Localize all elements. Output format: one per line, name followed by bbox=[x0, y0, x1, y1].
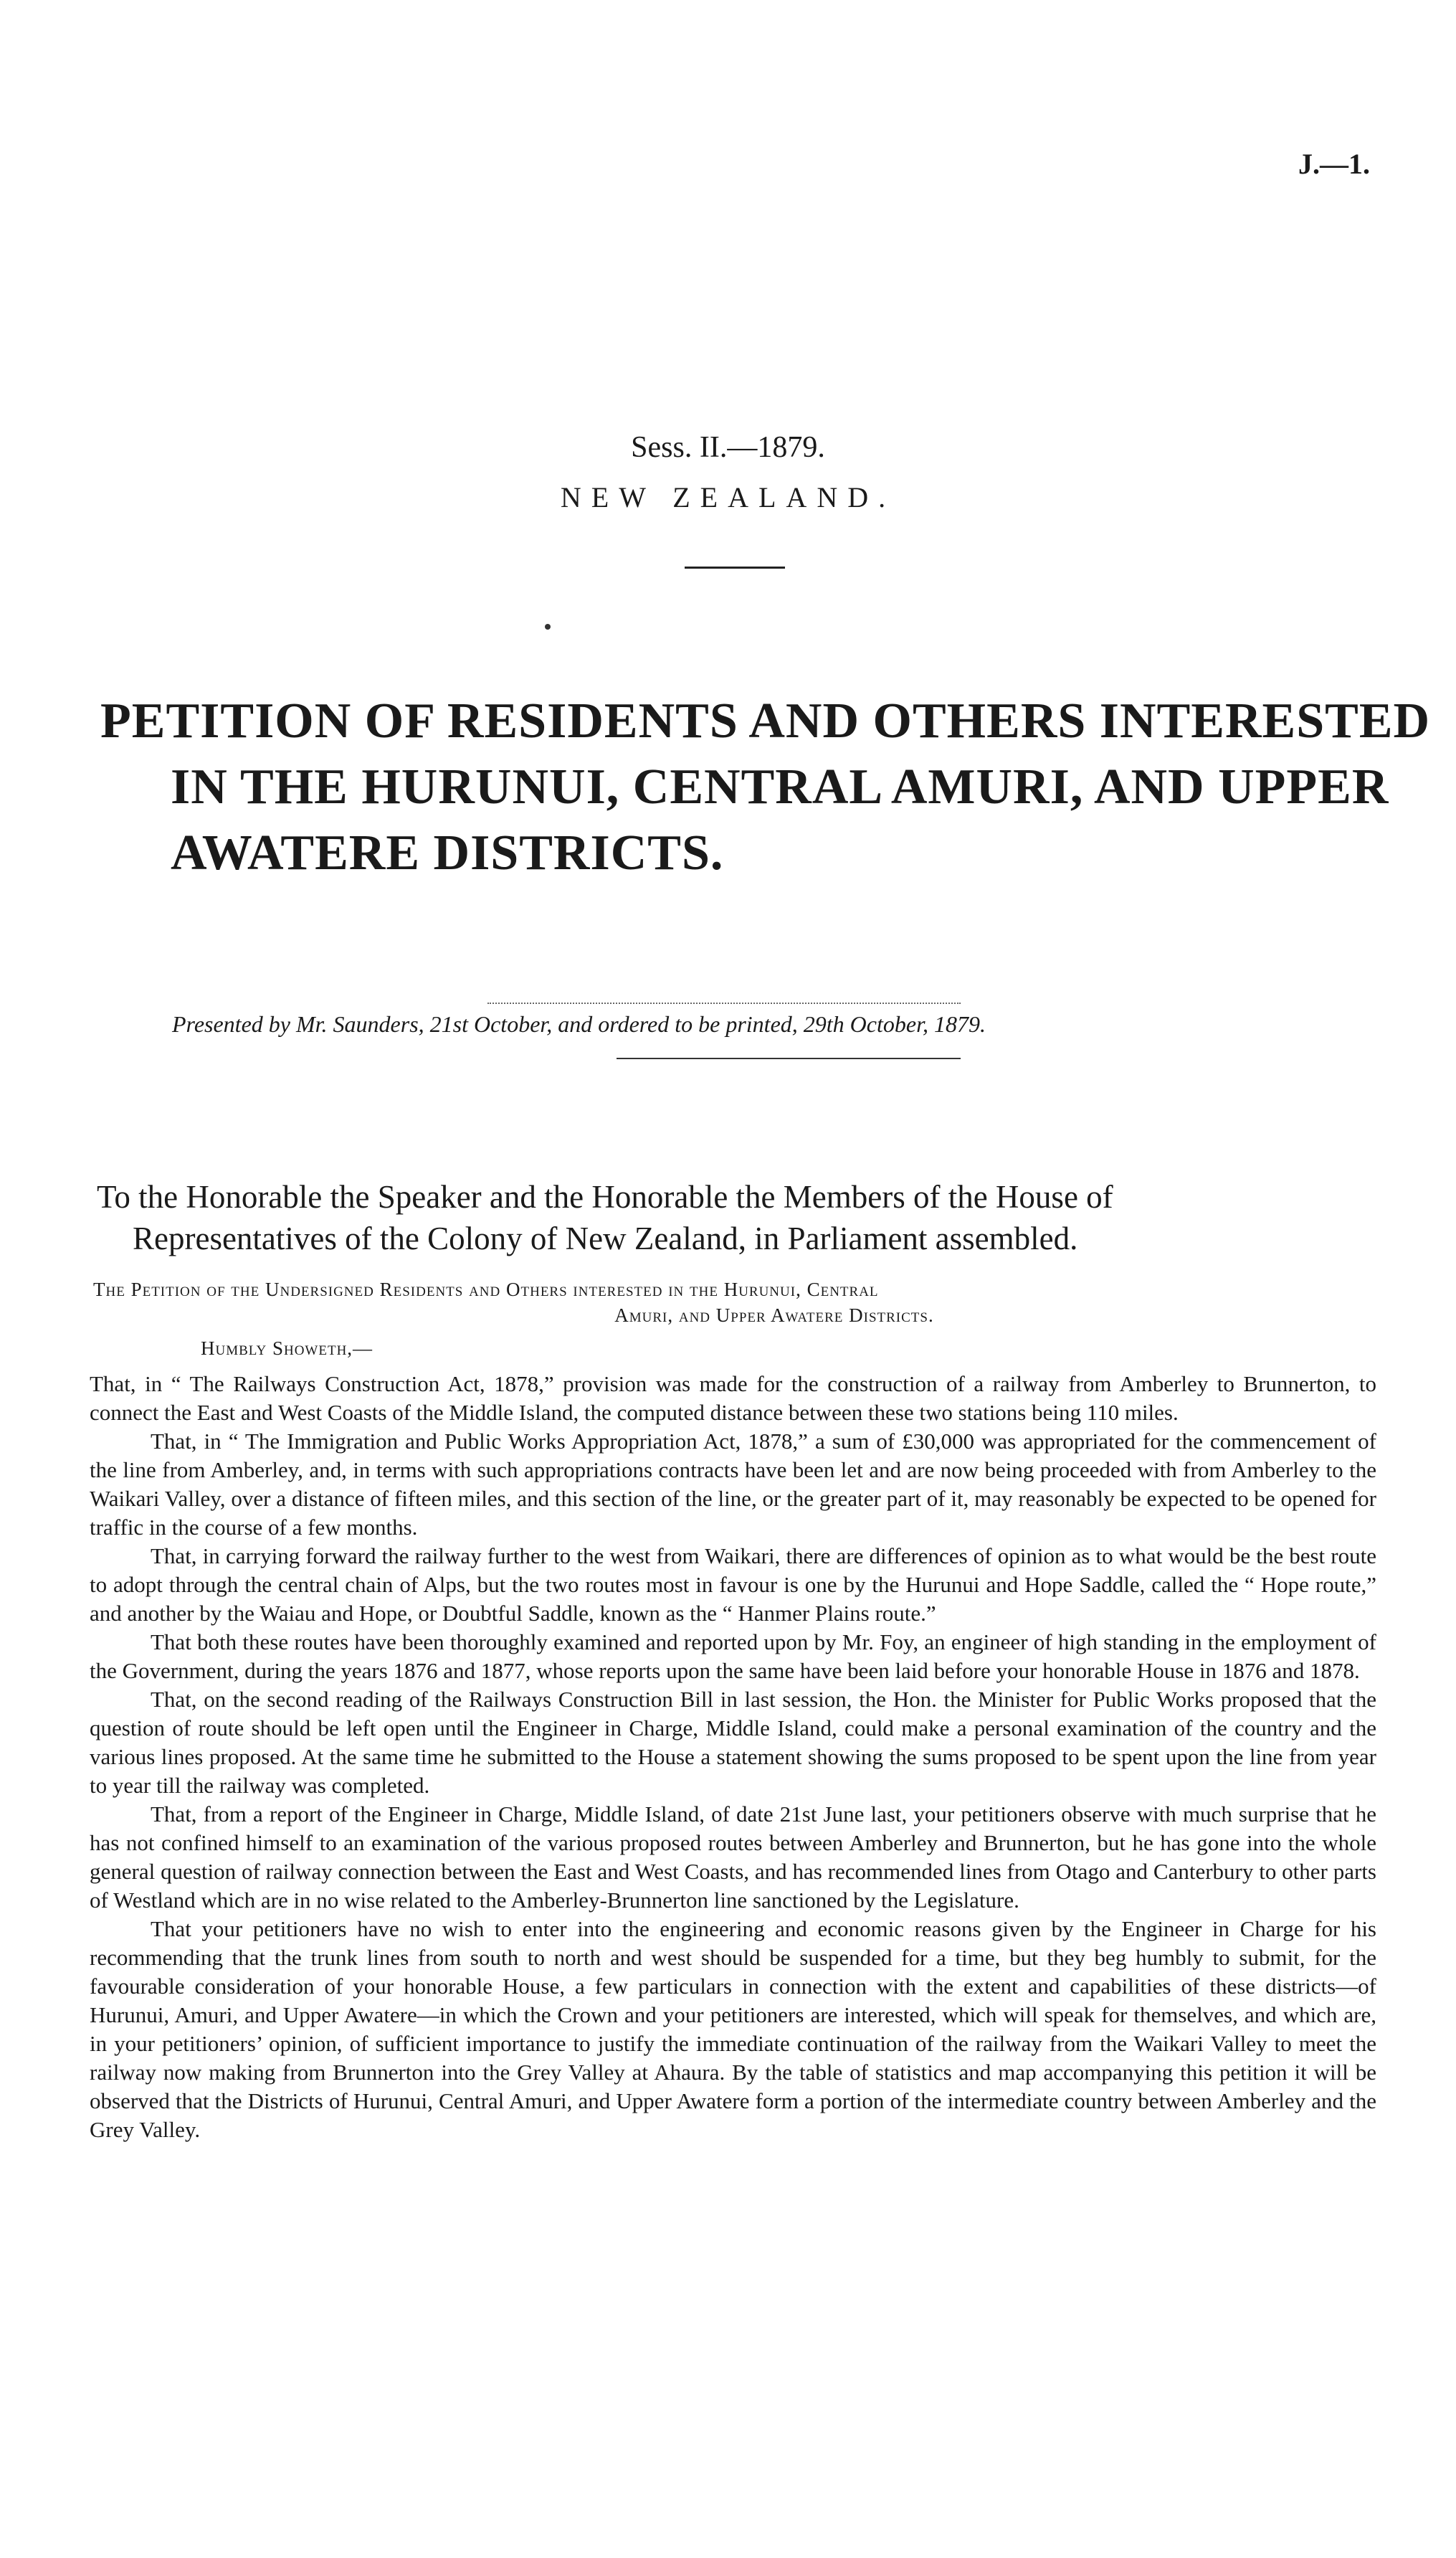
short-rule bbox=[685, 567, 785, 569]
petition-heading bbox=[93, 1276, 1384, 1328]
presented-line: Presented by Mr. Saunders, 21st October, and ordered to be printed, 29th October, 1879. bbox=[172, 1011, 986, 1037]
petition-heading-line-2: Amuri, and Upper Awatere Districts. bbox=[614, 1304, 934, 1326]
paragraph-5: That, on the second reading of the Railways Construction Bill in last session, the Hon. the Minister for Public Works proposed that the question of route should be left open until the Engineer in Charge, Middle Island, could make a personal examination of the country and the various lines proposed. At the same time he submitted to the House a statement showing the sums proposed to be spent upon the line from year to year till the railway was completed. bbox=[90, 1687, 1376, 1798]
title-line-3: AWATERE DISTRICTS. bbox=[171, 825, 724, 881]
underline-rule bbox=[617, 1058, 961, 1059]
paragraph-2: That, in “ The Immigration and Public Works Appropriation Act, 1878,” a sum of £30,000 was appropriated for the commencement of the line from Amberley, and, in terms with such appropriations contracts have been let and are now being proceeded with from Amberley to the Waikari Valley, over a distance of fifteen miles, and this section of the line, or the greater part of it, may reasonably be expected to be opened for traffic in the course of a few months. bbox=[90, 1429, 1376, 1540]
document-title bbox=[100, 688, 1431, 886]
session-label: Sess. II.—1879. bbox=[631, 431, 825, 464]
petition-heading-line-1: The Petition of the Undersigned Residents and Others interested in the Hurunui, Central bbox=[93, 1279, 879, 1300]
paragraph-4: That both these routes have been thoroughly examined and reported upon by Mr. Foy, an engineer of high standing in the employment of the Government, during the years 1876 and 1877, whose reports upon the same have been laid before your honorable House in 1876 and 1878. bbox=[90, 1629, 1376, 1683]
ornament-dot bbox=[545, 624, 551, 630]
address-line-2: Representatives of the Colony of New Zealand, in Parliament assembled. bbox=[133, 1221, 1078, 1256]
paragraph-1: That, in “ The Railways Construction Act, 1878,” provision was made for the construction of a railway from Amberley to Brunnerton, to connect the East and West Coasts of the Middle Island, the computed distance between these two stations being 110 miles. bbox=[90, 1371, 1376, 1425]
country-label: NEW ZEALAND. bbox=[560, 481, 896, 513]
address-block bbox=[97, 1176, 1387, 1259]
title-line-1: PETITION OF RESIDENTS AND OTHERS INTERESTED bbox=[100, 693, 1431, 749]
paragraph-3: That, in carrying forward the railway further to the west from Waikari, there are differences of opinion as to what would be the best route to adopt through the central chain of Alps, but the two routes most in favour is one by the Hurunui and Hope Saddle, called the “ Hope route,” and another by the Waiau and Hope, or Doubtful Saddle, known as the “ Hanmer Plains route.” bbox=[90, 1543, 1376, 1626]
paragraph-7: That your petitioners have no wish to enter into the engineering and economic reasons given by the Engineer in Charge for his recommending that the trunk lines from south to north and west should be suspended for a time, but they beg humbly to submit, for the favourable consideration of your honorable House, a few particulars in connection with the extent and capabilities of these districts—of Hurunui, Amuri, and Upper Awatere—in which the Crown and your petitioners are interested, which will speak for themselves, and which are, in your petitioners’ opinion, of sufficient importance to justify the immediate continuation of the railway from the Waikari Valley to meet the railway now making from Brunnerton into the Grey Valley at Ahaura. By the table of statistics and map accompanying this petition it will be observed that the Districts of Hurunui, Central Amuri, and Upper Awatere form a portion of the intermediate country between Amberley and the Grey Valley. bbox=[90, 1916, 1376, 2142]
dotted-rule bbox=[487, 1003, 961, 1004]
address-line-1: To the Honorable the Speaker and the Honorable the Members of the House of bbox=[97, 1179, 1113, 1215]
paragraph-6: That, from a report of the Engineer in Charge, Middle Island, of date 21st June last, your petitioners observe with much surprise that he has not confined himself to an examination of the various proposed routes between Amberley and Brunnerton, but he has gone into the whole general question of railway connection between the East and West Coasts, and has recommended lines from Otago and Canterbury to other parts of Westland which are in no wise related to the Amberley-Brunnerton line sanctioned by the Legislature. bbox=[90, 1801, 1376, 1913]
petition-body bbox=[90, 1370, 1376, 2144]
humbly-showeth: Humbly Showeth,— bbox=[201, 1337, 373, 1359]
title-line-2: IN THE HURUNUI, CENTRAL AMURI, AND UPPER bbox=[171, 759, 1389, 815]
page-id: J.—1. bbox=[1298, 148, 1370, 180]
